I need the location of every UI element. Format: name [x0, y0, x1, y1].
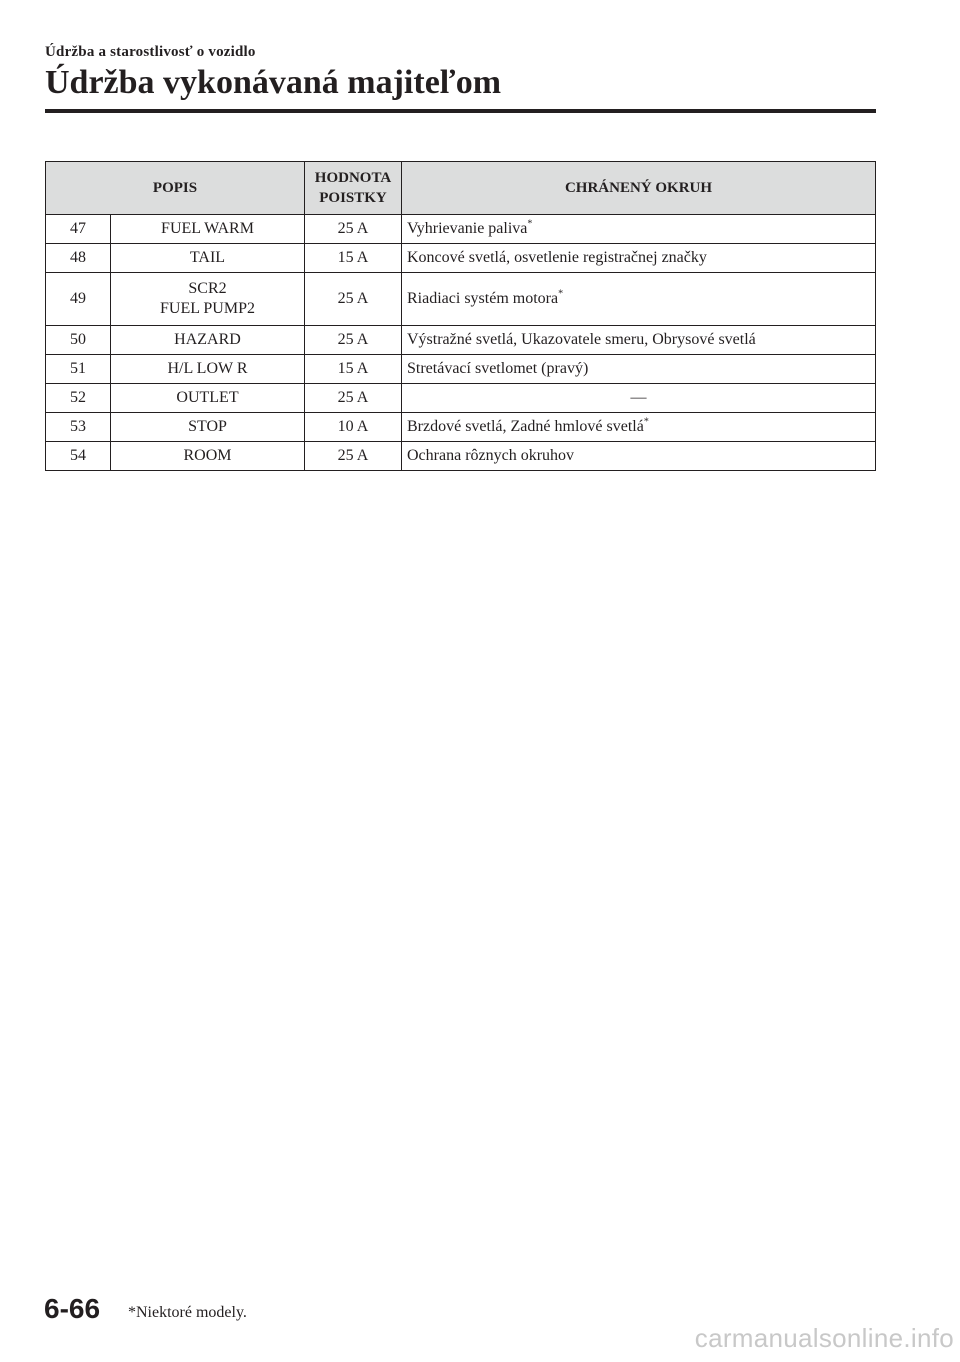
circuit-text: Koncové svetlá, osvetlenie registračnej značky — [407, 249, 707, 266]
fuse-table — [45, 161, 876, 471]
section-label: Údržba a starostlivosť o vozidlo — [45, 44, 256, 60]
protected-circuit — [402, 384, 876, 413]
footnote: *Niektoré modely. — [128, 1304, 247, 1321]
fuse-number: 51 — [46, 355, 111, 384]
circuit-text: Brzdové svetlá, Zadné hmlové svetlá — [407, 418, 644, 435]
column-header-rating — [305, 162, 402, 215]
fuse-number: 48 — [46, 244, 111, 273]
circuit-text: Ochrana rôznych okruhov — [407, 447, 575, 464]
fuse-rating: 10 A — [305, 413, 402, 442]
table-row — [46, 244, 876, 273]
fuse-description: TAIL — [111, 244, 305, 273]
fuse-description: STOP — [111, 413, 305, 442]
table-header-row — [46, 162, 876, 215]
page-title: Údržba vykonávaná majiteľom — [45, 64, 502, 101]
circuit-text: Riadiaci systém motora — [407, 290, 559, 307]
fuse-rating: 25 A — [305, 273, 402, 326]
table-row — [46, 326, 876, 355]
fuse-rating: 25 A — [305, 326, 402, 355]
heading-divider — [45, 109, 876, 113]
circuit-text: Stretávací svetlomet (pravý) — [407, 360, 589, 377]
fuse-description: H/L LOW R — [111, 355, 305, 384]
column-header-circuit: CHRÁNENÝ OKRUH — [402, 162, 876, 215]
fuse-description — [111, 273, 305, 326]
circuit-text: Výstražné svetlá, Ukazovatele smeru, Obrysové svetlá — [407, 331, 756, 348]
fuse-description-line1: SCR2 — [188, 280, 227, 297]
circuit-text: Vyhrievanie paliva — [407, 220, 528, 237]
protected-circuit — [402, 355, 876, 384]
fuse-number: 47 — [46, 215, 111, 244]
fuse-rating: 15 A — [305, 355, 402, 384]
circuit-text: — — [630, 389, 647, 406]
fuse-description: ROOM — [111, 442, 305, 471]
fuse-description: FUEL WARM — [111, 215, 305, 244]
fuse-rating: 15 A — [305, 244, 402, 273]
table-row — [46, 384, 876, 413]
fuse-rating: 25 A — [305, 442, 402, 471]
protected-circuit — [402, 273, 876, 326]
table-row — [46, 355, 876, 384]
protected-circuit — [402, 413, 876, 442]
table-row — [46, 413, 876, 442]
table-row — [46, 442, 876, 471]
column-header-rating-line2: POISTKY — [319, 190, 387, 206]
protected-circuit — [402, 442, 876, 471]
protected-circuit — [402, 215, 876, 244]
protected-circuit — [402, 244, 876, 273]
fuse-description: OUTLET — [111, 384, 305, 413]
fuse-number: 52 — [46, 384, 111, 413]
column-header-rating-line1: HODNOTA — [314, 170, 392, 186]
footnote-mark: * — [643, 416, 649, 428]
footnote-mark: * — [558, 288, 564, 300]
fuse-rating: 25 A — [305, 384, 402, 413]
fuse-number: 49 — [46, 273, 111, 326]
page-number: 6-66 — [44, 1293, 101, 1324]
fuse-description: HAZARD — [111, 326, 305, 355]
protected-circuit — [402, 326, 876, 355]
fuse-rating: 25 A — [305, 215, 402, 244]
table-row — [46, 215, 876, 244]
footnote-mark: * — [527, 218, 533, 230]
fuse-number: 54 — [46, 442, 111, 471]
watermark: carmanualsonline.info — [694, 1323, 954, 1353]
fuse-number: 50 — [46, 326, 111, 355]
fuse-description-line2: FUEL PUMP2 — [160, 300, 255, 317]
fuse-number: 53 — [46, 413, 111, 442]
column-header-description: POPIS — [46, 162, 305, 215]
table-row — [46, 273, 876, 326]
